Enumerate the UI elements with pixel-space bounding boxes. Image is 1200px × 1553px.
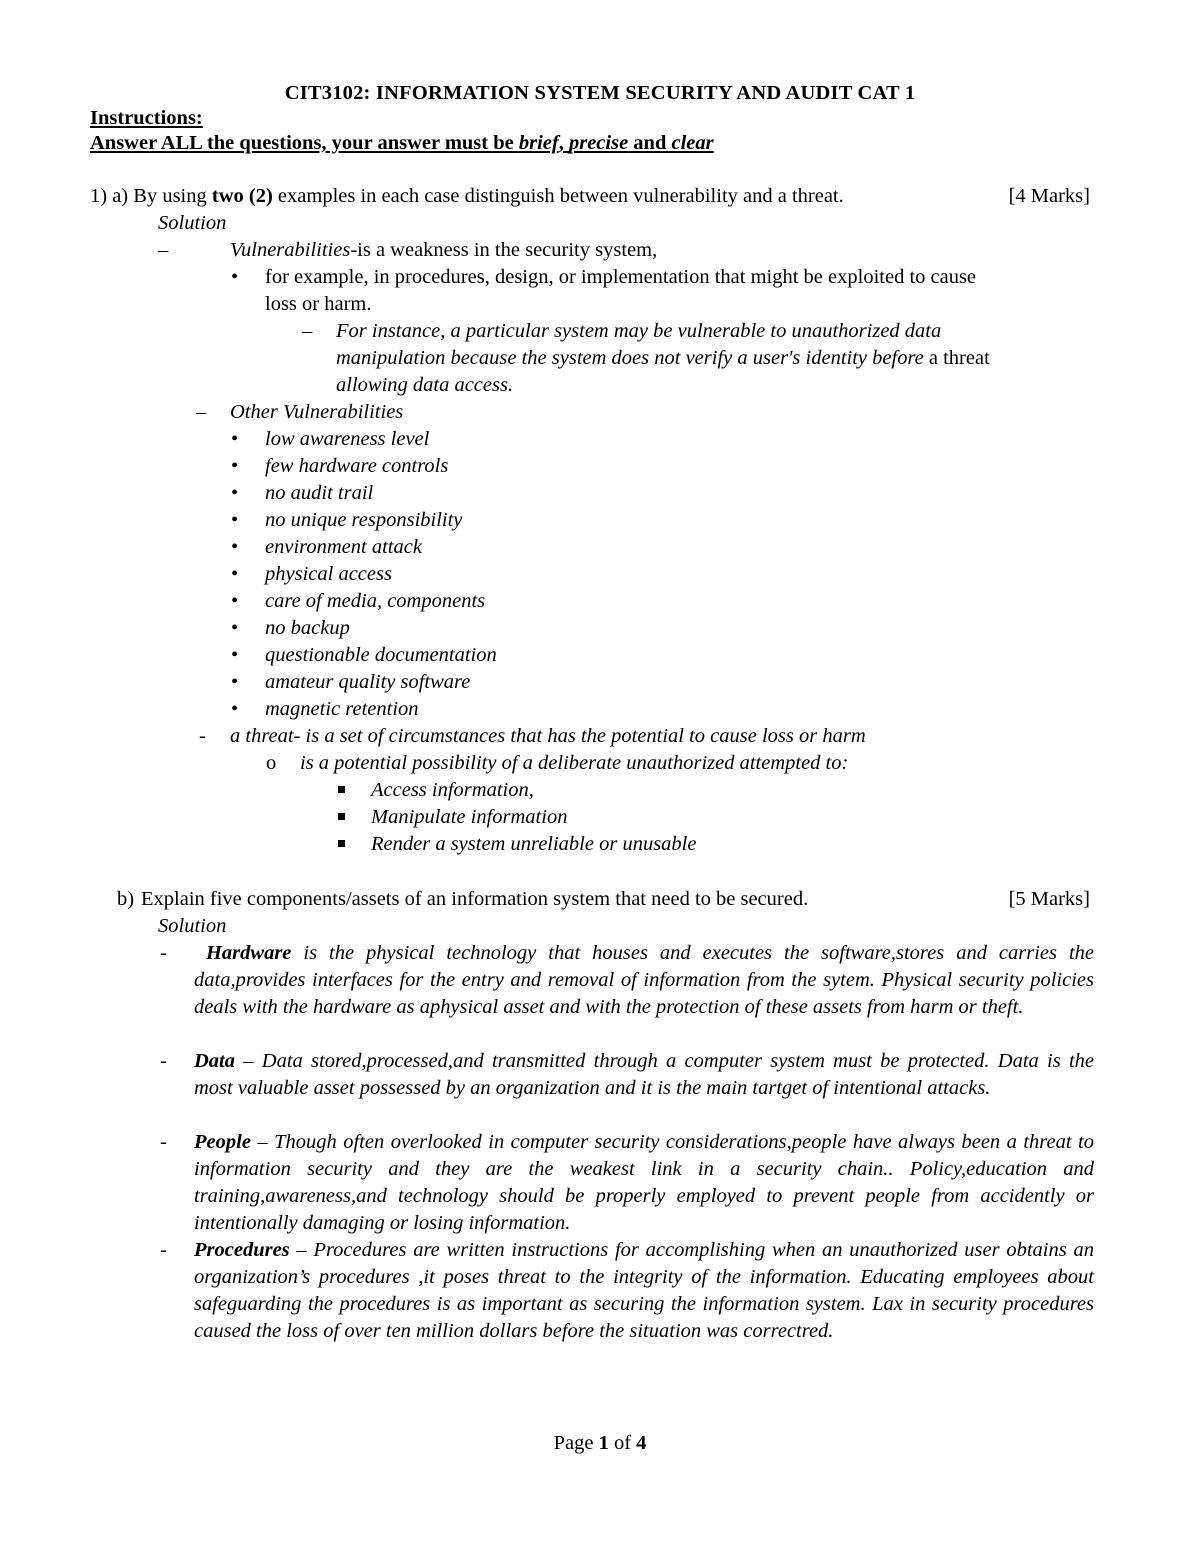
vuln-instance-line-3: allowing data access. <box>336 374 514 396</box>
vulnerability-item: no unique responsibility <box>265 509 463 531</box>
vuln-example-line-1: for example, in procedures, design, or implementation that might be exploited to cause <box>265 266 977 288</box>
instructions-label: Instructions: <box>90 107 203 129</box>
dash-marker: - <box>160 1239 167 1261</box>
bullet-marker: • <box>231 617 239 639</box>
vulnerability-item: care of media, components <box>265 590 486 612</box>
vulnerability-item: amateur quality software <box>265 671 471 693</box>
vulnerability-item: few hardware controls <box>265 455 449 477</box>
bullet-marker: • <box>231 482 239 504</box>
bullet-marker: • <box>231 266 239 288</box>
vuln-example-line-2: loss or harm. <box>265 293 372 315</box>
vuln-instance-line-2: manipulation because the system does not verify a user's identity before a threat <box>336 347 990 369</box>
vulnerability-item: environment attack <box>265 536 422 558</box>
question-1a: 1) a) By using two (2) examples in each case distinguish between vulnerability and a threat. <box>90 185 844 207</box>
square-bullet-icon <box>338 813 345 820</box>
page-number-footer: Page 1 of 4 <box>553 1432 647 1454</box>
component-hardware: Hardware is the physical technology that houses and executes the software,stores and carries the data,provides interfaces for the entry and removal of information from the sytem. Physical security policies deals with the hardware as aphysical asset and with the protection of these assets from harm or theft. <box>194 942 1095 1018</box>
dash-marker: – <box>196 401 207 423</box>
bullet-marker: • <box>231 536 239 558</box>
bullet-marker: • <box>231 644 239 666</box>
vulnerability-item: no backup <box>265 617 350 639</box>
dash-marker: – <box>158 239 169 261</box>
vulnerability-item: magnetic retention <box>265 698 419 720</box>
threat-item: Manipulate information <box>371 806 568 828</box>
bullet-marker: • <box>231 590 239 612</box>
circle-marker: o <box>266 752 277 774</box>
threat-definition: a threat- is a set of circumstances that has the potential to cause loss or harm <box>230 725 866 747</box>
dash-marker: - <box>160 1050 167 1072</box>
instructions-line: Answer ALL the questions, your answer must be brief, precise and clear <box>90 132 714 154</box>
component-procedures: Procedures – Procedures are written instructions for accomplishing when an unauthorized user obtains an organization’s procedures ,it poses threat to the integrity of the information. Educating employees about safeguarding the procedures is as important as securing the information system. Lax in security procedures caused the loss of over ten million dollars before the situation was correctred. <box>194 1239 1094 1342</box>
vulnerability-item: no audit trail <box>265 482 374 504</box>
vulnerability-item: questionable documentation <box>265 644 497 666</box>
bullet-marker: • <box>231 428 239 450</box>
bullet-marker: • <box>231 455 239 477</box>
dash-marker: - <box>199 725 206 747</box>
question-1a-marks: [4 Marks] <box>1008 185 1090 207</box>
threat-item: Access information, <box>371 779 534 801</box>
component-people: People – Though often overlooked in computer security considerations,people have always been a threat to information security and they are the weakest link in a security chain.. Policy,education and training,awareness,and technology should be properly employed to prevent people from accidently or intentionally damaging or losing information. <box>194 1131 1094 1234</box>
question-1b-marks: [5 Marks] <box>1008 888 1090 910</box>
bullet-marker: • <box>231 671 239 693</box>
vulnerability-item: low awareness level <box>265 428 430 450</box>
solution-label: Solution <box>158 212 227 234</box>
other-vulnerabilities-label: Other Vulnerabilities <box>230 401 404 423</box>
page-title: CIT3102: INFORMATION SYSTEM SECURITY AND AUDIT CAT 1 <box>284 82 916 104</box>
square-bullet-icon <box>338 840 345 847</box>
vulnerability-item: physical access <box>265 563 392 585</box>
dash-marker: - <box>160 1131 167 1153</box>
threat-sub-definition: is a potential possibility of a deliberate unauthorized attempted to: <box>300 752 849 774</box>
bullet-marker: • <box>231 509 239 531</box>
vuln-instance-line-1: For instance, a particular system may be vulnerable to unauthorized data <box>336 320 942 342</box>
square-bullet-icon <box>338 786 345 793</box>
bullet-marker: • <box>231 563 239 585</box>
dash-marker: – <box>302 320 313 342</box>
dash-marker: - <box>160 942 167 964</box>
component-data: Data – Data stored,processed,and transmitted through a computer system must be protected. Data is the most valuable asset possessed by an organization and it is the main tartget of intentional attacks. <box>194 1050 1094 1099</box>
bullet-marker: • <box>231 698 239 720</box>
threat-item: Render a system unreliable or unusable <box>371 833 697 855</box>
vulnerabilities-definition: Vulnerabilities-is a weakness in the security system, <box>230 239 658 261</box>
question-1b: Explain five components/assets of an information system that need to be secured. <box>141 888 809 910</box>
question-1b-number: b) <box>117 888 135 910</box>
solution-label: Solution <box>158 915 227 937</box>
